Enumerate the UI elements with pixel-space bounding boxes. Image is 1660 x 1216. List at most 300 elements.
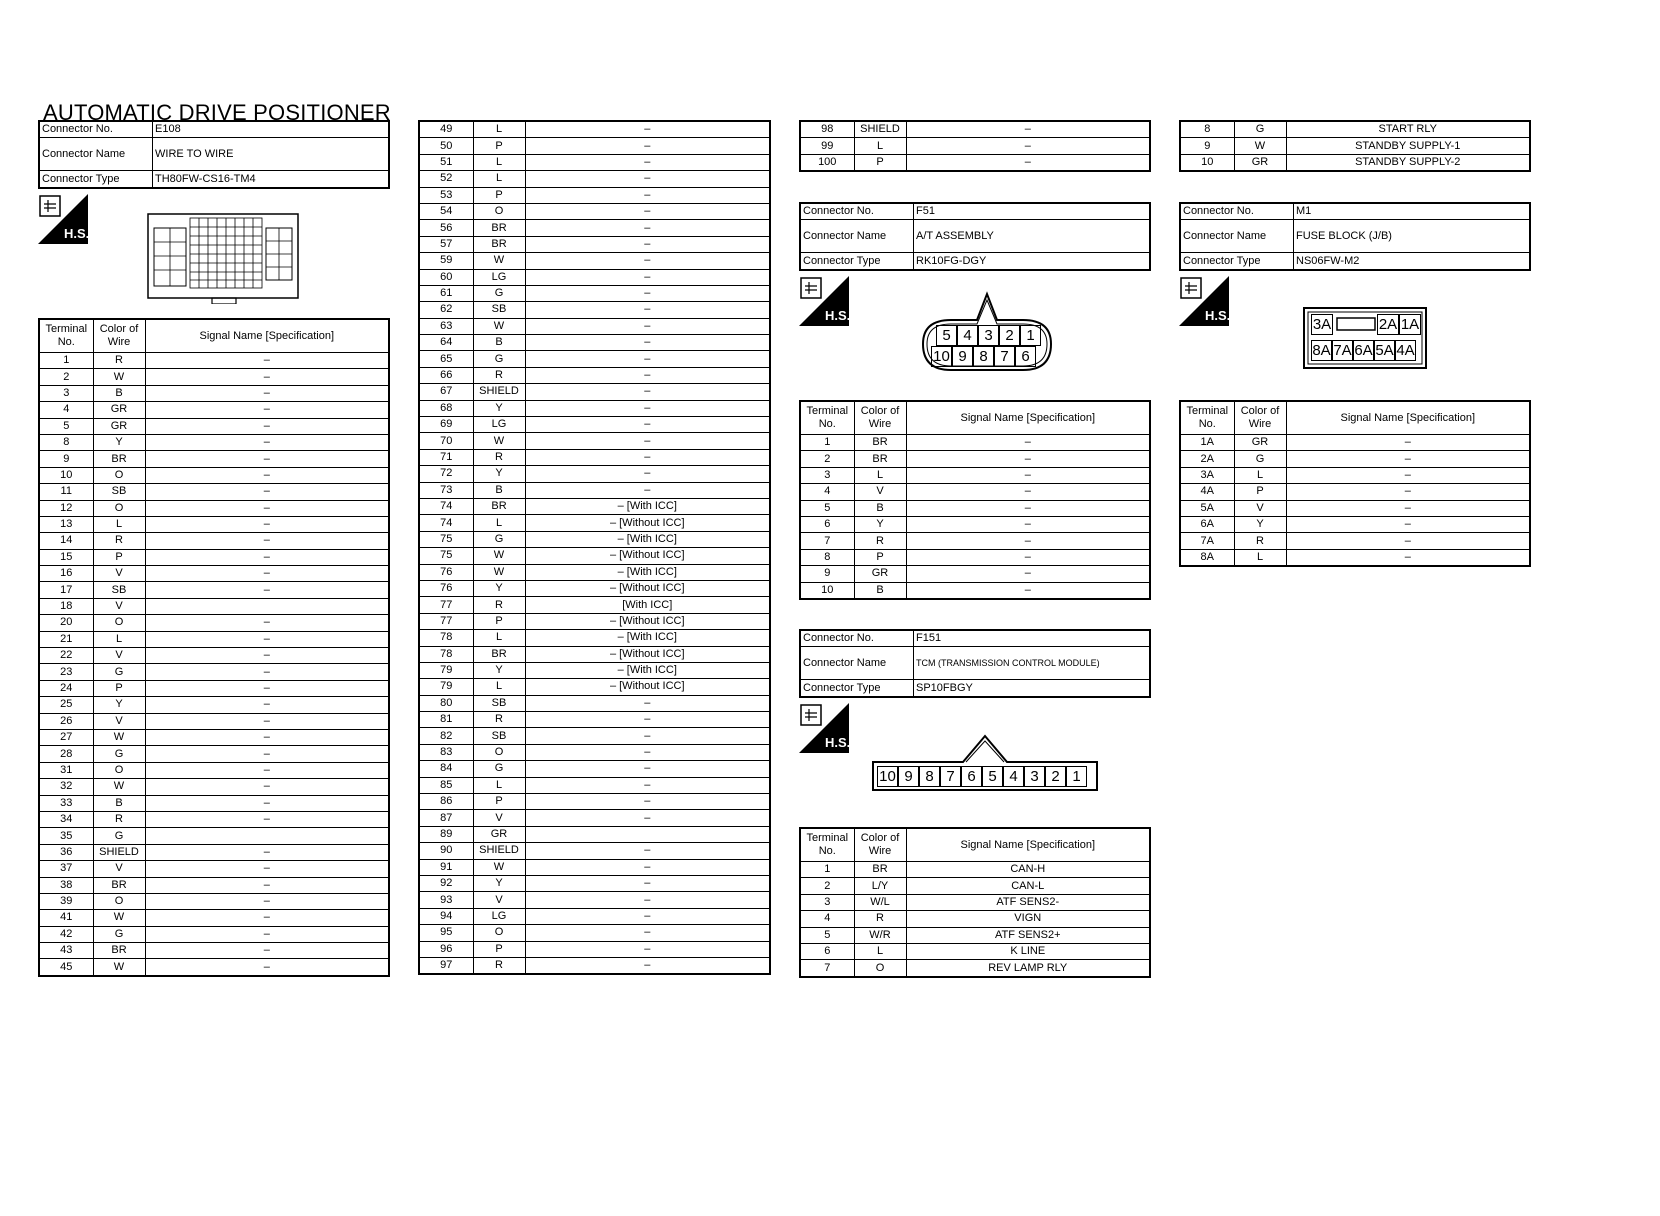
signal-name-cell: –: [525, 285, 770, 301]
signal-name-cell: [145, 828, 389, 844]
pin-label: 10: [877, 766, 898, 787]
terminal-no-cell: 7: [800, 960, 854, 977]
e108-terminal-table-end: [799, 120, 1151, 172]
pin-label: 2A: [1378, 316, 1398, 333]
wire-color-cell: GR: [473, 826, 525, 842]
signal-name-cell: –: [525, 859, 770, 875]
table-row: [39, 402, 389, 418]
table-row: [800, 911, 1150, 927]
pin-label: 2: [999, 325, 1020, 346]
table-row: [800, 533, 1150, 549]
terminal-no-cell: 63: [419, 318, 473, 334]
wire-color-cell: W/R: [854, 927, 906, 943]
signal-name-cell: –: [525, 384, 770, 400]
pin-label: 6: [961, 766, 982, 787]
table-row: [419, 498, 770, 514]
pin-label: 1: [1066, 766, 1087, 787]
table-row: [419, 236, 770, 252]
terminal-no-cell: 45: [39, 959, 93, 976]
terminal-no-cell: 82: [419, 728, 473, 744]
terminal-no-cell: 17: [39, 582, 93, 598]
terminal-no-cell: 53: [419, 187, 473, 203]
table-row: [419, 253, 770, 269]
wire-color-cell: BR: [93, 451, 145, 467]
wire-color-cell: W: [1234, 138, 1286, 154]
table-row: [419, 728, 770, 744]
wire-color-cell: LG: [473, 269, 525, 285]
wire-color-cell: L: [473, 679, 525, 695]
table-row: [800, 484, 1150, 500]
wire-color-cell: SB: [473, 728, 525, 744]
table-row: [39, 762, 389, 778]
table-row: [419, 941, 770, 957]
color-of-wire-header: Color of Wire: [854, 401, 906, 435]
terminal-no-cell: 35: [39, 828, 93, 844]
signal-name-cell: –: [1286, 516, 1530, 532]
pin-label: 3A: [1312, 316, 1332, 333]
table-row: [419, 433, 770, 449]
wire-color-cell: GR: [854, 566, 906, 582]
wire-color-cell: R: [93, 533, 145, 549]
pin-label: 8: [919, 766, 940, 787]
wire-color-cell: Y: [93, 697, 145, 713]
table-row: [800, 894, 1150, 910]
terminal-no-cell: 70: [419, 433, 473, 449]
terminal-no-cell: 13: [39, 516, 93, 532]
signal-name-cell: [145, 598, 389, 614]
wire-color-cell: W: [93, 910, 145, 926]
wire-color-cell: W/L: [854, 894, 906, 910]
wire-color-cell: O: [93, 500, 145, 516]
terminal-no-cell: 75: [419, 531, 473, 547]
table-row: [39, 566, 389, 582]
terminal-no-cell: 2: [800, 878, 854, 894]
wire-color-cell: L: [93, 516, 145, 532]
m1-connector-name: FUSE BLOCK (J/B): [1294, 220, 1531, 253]
terminal-no-cell: 31: [39, 762, 93, 778]
signal-name-cell: – [With ICC]: [525, 564, 770, 580]
terminal-no-cell: 57: [419, 236, 473, 252]
table-row: [419, 794, 770, 810]
wire-color-cell: R: [854, 911, 906, 927]
pin-label: 3: [978, 325, 999, 346]
signal-name-cell: –: [906, 451, 1150, 467]
terminal-no-cell: 8: [800, 549, 854, 565]
pin-label: 7: [940, 766, 961, 787]
wire-color-cell: R: [473, 597, 525, 613]
signal-name-cell: –: [145, 910, 389, 926]
wire-color-cell: BR: [473, 220, 525, 236]
wire-color-cell: W: [473, 859, 525, 875]
signal-name-cell: –: [145, 943, 389, 959]
signal-name-cell: –: [525, 761, 770, 777]
pin-label: 10: [931, 346, 952, 367]
wire-color-cell: SB: [473, 695, 525, 711]
table-row: [419, 925, 770, 941]
signal-name-cell: –: [145, 680, 389, 696]
signal-name-cell: –: [525, 728, 770, 744]
svg-text:H.S.: H.S.: [825, 735, 849, 750]
table-row: [1180, 154, 1530, 171]
terminal-no-cell: 7: [800, 533, 854, 549]
signal-name-cell: –: [145, 779, 389, 795]
signal-name-cell: –: [906, 138, 1150, 154]
signal-name-cell: – [With ICC]: [525, 662, 770, 678]
signal-name-cell: –: [525, 957, 770, 974]
wire-color-cell: LG: [473, 908, 525, 924]
f51-connector-no: F51: [914, 203, 1151, 220]
hs-icon: [1179, 276, 1229, 326]
table-row: [800, 878, 1150, 894]
wire-color-cell: G: [473, 351, 525, 367]
signal-name-cell: –: [525, 417, 770, 433]
wire-color-cell: L: [473, 515, 525, 531]
terminal-no-cell: 52: [419, 171, 473, 187]
wire-color-cell: L: [473, 121, 525, 138]
table-row: [800, 467, 1150, 483]
table-row: [39, 959, 389, 976]
signal-name-cell: –: [145, 533, 389, 549]
connector-no-label: Connector No.: [800, 203, 914, 220]
signal-name-cell: –: [525, 433, 770, 449]
terminal-no-cell: 20: [39, 615, 93, 631]
wire-color-cell: G: [1234, 451, 1286, 467]
f151-connector-no: F151: [914, 630, 1151, 647]
terminal-no-cell: 15: [39, 549, 93, 565]
table-row: [419, 121, 770, 138]
terminal-no-header: Terminal No.: [1180, 401, 1234, 435]
table-row: [1180, 533, 1530, 549]
table-row: [419, 220, 770, 236]
signal-name-cell: – [Without ICC]: [525, 515, 770, 531]
terminal-no-cell: 26: [39, 713, 93, 729]
signal-name-cell: –: [525, 187, 770, 203]
terminal-no-cell: 2: [39, 369, 93, 385]
terminal-no-cell: 96: [419, 941, 473, 957]
signal-name-cell: –: [906, 516, 1150, 532]
wire-color-cell: BR: [93, 943, 145, 959]
f151-info-table: [799, 629, 1151, 698]
table-row: [800, 154, 1150, 171]
signal-name-cell: –: [525, 925, 770, 941]
signal-name-cell: –: [906, 582, 1150, 599]
table-row: [1180, 467, 1530, 483]
wire-color-cell: BR: [473, 498, 525, 514]
terminal-no-cell: 23: [39, 664, 93, 680]
table-row: [39, 811, 389, 827]
signal-name-cell: –: [145, 451, 389, 467]
wire-color-cell: R: [473, 957, 525, 974]
table-row: [800, 549, 1150, 565]
terminal-no-cell: 6: [800, 943, 854, 959]
terminal-no-cell: 61: [419, 285, 473, 301]
signal-name-cell: –: [525, 269, 770, 285]
signal-name-cell: ATF SENS2+: [906, 927, 1150, 943]
signal-name-cell: –: [145, 549, 389, 565]
terminal-no-cell: 39: [39, 893, 93, 909]
wire-color-cell: BR: [854, 435, 906, 451]
wire-color-cell: R: [473, 367, 525, 383]
terminal-no-cell: 66: [419, 367, 473, 383]
pin-label: 2: [1045, 766, 1066, 787]
signal-name-cell: –: [145, 434, 389, 450]
terminal-no-cell: 80: [419, 695, 473, 711]
wire-color-cell: V: [1234, 500, 1286, 516]
terminal-no-cell: 60: [419, 269, 473, 285]
table-row: [39, 729, 389, 745]
f51-connector-name: A/T ASSEMBLY: [914, 220, 1151, 253]
pin-label: 8A: [1312, 342, 1331, 359]
terminal-no-cell: 4: [800, 484, 854, 500]
terminal-no-cell: 1A: [1180, 435, 1234, 451]
signal-name-cell: –: [906, 484, 1150, 500]
signal-name-cell: –: [145, 697, 389, 713]
wire-color-cell: SHIELD: [473, 843, 525, 859]
pin-label: 8: [973, 346, 994, 367]
connector-type-label: Connector Type: [39, 171, 153, 188]
table-row: [39, 582, 389, 598]
table-row: [39, 844, 389, 860]
signal-name-cell: –: [525, 482, 770, 498]
wire-color-cell: O: [473, 925, 525, 941]
wire-color-cell: P: [854, 154, 906, 171]
connector-name-label: Connector Name: [800, 220, 914, 253]
f51-info-table: [799, 202, 1151, 271]
table-row: [419, 580, 770, 596]
terminal-no-cell: 25: [39, 697, 93, 713]
terminal-no-cell: 99: [800, 138, 854, 154]
signal-name-cell: –: [1286, 451, 1530, 467]
terminal-no-header: Terminal No.: [800, 401, 854, 435]
wire-color-cell: GR: [1234, 435, 1286, 451]
signal-name-cell: [525, 826, 770, 842]
wire-color-cell: B: [854, 500, 906, 516]
table-row: [39, 910, 389, 926]
pin-label: 3: [1024, 766, 1045, 787]
table-row: [419, 548, 770, 564]
signal-name-cell: VIGN: [906, 911, 1150, 927]
wire-color-cell: V: [93, 566, 145, 582]
pin-label: 1: [1020, 325, 1041, 346]
f151-terminal-table-continued: [1179, 120, 1531, 172]
signal-name-cell: –: [525, 400, 770, 416]
signal-name-cell: –: [145, 926, 389, 942]
wire-color-cell: Y: [1234, 516, 1286, 532]
terminal-no-cell: 12: [39, 500, 93, 516]
terminal-no-cell: 95: [419, 925, 473, 941]
wire-color-cell: P: [93, 680, 145, 696]
signal-name-cell: –: [1286, 484, 1530, 500]
terminal-no-cell: 74: [419, 498, 473, 514]
terminal-no-cell: 9: [1180, 138, 1234, 154]
terminal-no-cell: 38: [39, 877, 93, 893]
wire-color-cell: SB: [93, 484, 145, 500]
wire-color-cell: R: [93, 353, 145, 369]
m1-connector-no: M1: [1294, 203, 1531, 220]
terminal-no-cell: 22: [39, 648, 93, 664]
signal-name-cell: –: [145, 516, 389, 532]
connector-name-label: Connector Name: [1180, 220, 1294, 253]
f51-terminal-table: [799, 400, 1151, 600]
terminal-no-cell: 5: [800, 927, 854, 943]
signal-name-cell: –: [525, 203, 770, 219]
terminal-no-cell: 16: [39, 566, 93, 582]
signal-name-header: Signal Name [Specification]: [145, 319, 389, 353]
terminal-no-cell: 10: [39, 467, 93, 483]
signal-name-cell: –: [145, 811, 389, 827]
signal-name-cell: –: [145, 729, 389, 745]
terminal-no-cell: 100: [800, 154, 854, 171]
wire-color-cell: B: [473, 482, 525, 498]
wire-color-cell: R: [854, 533, 906, 549]
wire-color-cell: G: [473, 761, 525, 777]
f151-connector-face-diagram: [871, 734, 1099, 792]
wire-color-cell: SB: [473, 302, 525, 318]
signal-name-cell: – [Without ICC]: [525, 613, 770, 629]
table-row: [419, 761, 770, 777]
signal-name-cell: –: [525, 138, 770, 154]
terminal-no-cell: 10: [1180, 154, 1234, 171]
terminal-no-cell: 49: [419, 121, 473, 138]
terminal-no-cell: 5: [800, 500, 854, 516]
table-row: [419, 515, 770, 531]
connector-no-label: Connector No.: [39, 121, 153, 138]
table-row: [419, 351, 770, 367]
wire-color-cell: L: [854, 943, 906, 959]
f151-pin-row: [877, 766, 1087, 787]
signal-name-cell: –: [906, 533, 1150, 549]
signal-name-cell: –: [145, 746, 389, 762]
table-row: [800, 500, 1150, 516]
pin-label: 5A: [1375, 342, 1394, 359]
terminal-no-cell: 36: [39, 844, 93, 860]
table-row: [800, 582, 1150, 599]
signal-name-header: Signal Name [Specification]: [1286, 401, 1530, 435]
table-row: [419, 908, 770, 924]
terminal-no-cell: 18: [39, 598, 93, 614]
pin-label: 6: [1015, 346, 1036, 367]
terminal-no-cell: 4: [39, 402, 93, 418]
terminal-no-cell: 1: [39, 353, 93, 369]
terminal-no-cell: 78: [419, 646, 473, 662]
terminal-no-cell: 78: [419, 630, 473, 646]
table-row: [419, 203, 770, 219]
table-row: [419, 957, 770, 974]
terminal-no-cell: 93: [419, 892, 473, 908]
pin-label: 4A: [1396, 342, 1415, 359]
terminal-no-cell: 56: [419, 220, 473, 236]
signal-name-cell: –: [145, 385, 389, 401]
wire-color-cell: B: [473, 335, 525, 351]
pin-label: 7A: [1333, 342, 1352, 359]
e108-continued-column: [418, 120, 771, 975]
terminal-no-cell: 68: [419, 400, 473, 416]
signal-name-cell: –: [906, 566, 1150, 582]
signal-name-cell: –: [145, 861, 389, 877]
m1-connector-face-diagram: [1303, 306, 1429, 370]
wire-color-cell: W: [93, 729, 145, 745]
terminal-no-cell: 89: [419, 826, 473, 842]
terminal-no-cell: 4A: [1180, 484, 1234, 500]
connector-type-label: Connector Type: [1180, 253, 1294, 270]
column-3: [799, 120, 1151, 974]
signal-name-cell: –: [145, 959, 389, 976]
wire-color-cell: L: [854, 467, 906, 483]
wire-color-cell: Y: [473, 400, 525, 416]
terminal-no-cell: 74: [419, 515, 473, 531]
table-row: [39, 451, 389, 467]
wire-color-cell: Y: [473, 580, 525, 596]
terminal-no-cell: 2: [800, 451, 854, 467]
wire-color-cell: BR: [854, 862, 906, 878]
terminal-no-cell: 8A: [1180, 549, 1234, 566]
wire-color-cell: O: [93, 615, 145, 631]
table-row: [39, 549, 389, 565]
pin-label: 7: [994, 346, 1015, 367]
terminal-no-cell: 32: [39, 779, 93, 795]
signal-name-cell: – [Without ICC]: [525, 646, 770, 662]
wire-color-cell: BR: [854, 451, 906, 467]
wire-color-cell: W: [93, 779, 145, 795]
terminal-no-cell: 79: [419, 662, 473, 678]
signal-name-cell: –: [525, 466, 770, 482]
pin-label: 5: [936, 325, 957, 346]
terminal-no-cell: 51: [419, 154, 473, 170]
wire-color-cell: GR: [93, 402, 145, 418]
wire-color-cell: O: [473, 744, 525, 760]
table-row: [800, 566, 1150, 582]
table-row: [1180, 138, 1530, 154]
table-row: [39, 418, 389, 434]
signal-name-cell: –: [1286, 467, 1530, 483]
terminal-no-cell: 65: [419, 351, 473, 367]
terminal-no-cell: 1: [800, 862, 854, 878]
terminal-no-cell: 59: [419, 253, 473, 269]
terminal-no-cell: 43: [39, 943, 93, 959]
wire-color-cell: W: [473, 548, 525, 564]
wire-color-cell: L: [473, 630, 525, 646]
table-row: [419, 318, 770, 334]
signal-name-cell: –: [525, 335, 770, 351]
wire-color-cell: SHIELD: [473, 384, 525, 400]
signal-name-cell: –: [906, 500, 1150, 516]
table-row: [39, 648, 389, 664]
connector-type-label: Connector Type: [800, 680, 914, 697]
table-row: [39, 943, 389, 959]
terminal-no-cell: 3A: [1180, 467, 1234, 483]
table-row: [419, 613, 770, 629]
terminal-no-cell: 77: [419, 613, 473, 629]
wire-color-cell: O: [93, 467, 145, 483]
signal-name-cell: START RLY: [1286, 121, 1530, 138]
signal-name-cell: –: [525, 843, 770, 859]
terminal-no-cell: 6: [800, 516, 854, 532]
signal-name-cell: –: [906, 467, 1150, 483]
table-row: [39, 746, 389, 762]
signal-name-cell: –: [145, 844, 389, 860]
table-row: [800, 927, 1150, 943]
table-row: [800, 862, 1150, 878]
wire-color-cell: P: [854, 549, 906, 565]
hs-icon: [799, 703, 849, 753]
wire-color-cell: L: [473, 777, 525, 793]
wire-color-cell: B: [93, 795, 145, 811]
table-row: [419, 384, 770, 400]
signal-name-cell: –: [145, 762, 389, 778]
signal-name-cell: –: [145, 369, 389, 385]
wire-color-cell: V: [473, 892, 525, 908]
table-row: [800, 960, 1150, 977]
